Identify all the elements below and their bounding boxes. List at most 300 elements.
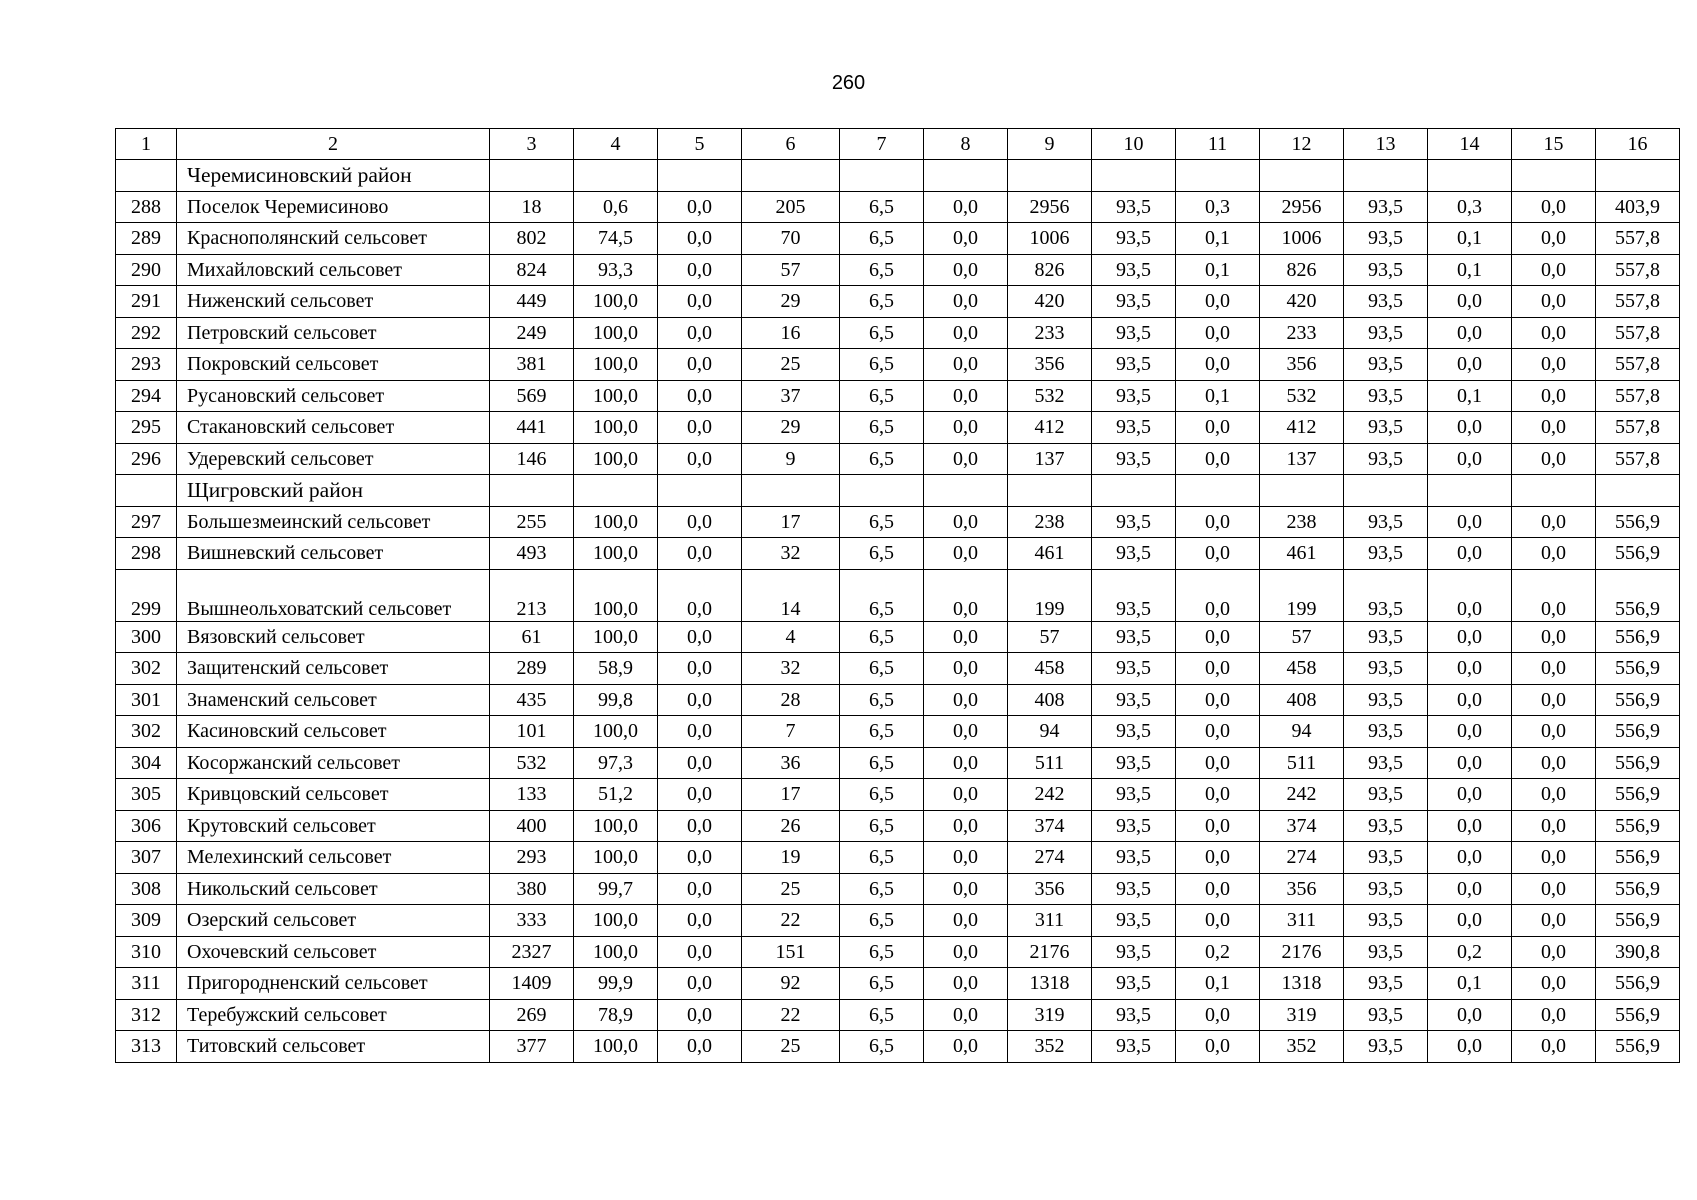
table-cell: 19 [742, 842, 840, 874]
table-cell: 0,0 [1176, 653, 1260, 685]
row-number: 301 [116, 684, 177, 716]
table-cell: 0,0 [1512, 1031, 1596, 1063]
header-cell: 13 [1344, 129, 1428, 160]
table-cell: 0,0 [1512, 349, 1596, 381]
table-cell: 0,0 [1428, 1031, 1512, 1063]
table-cell: 0,0 [658, 443, 742, 475]
table-cell: 25 [742, 1031, 840, 1063]
empty-cell [742, 160, 840, 192]
table-cell: 824 [490, 254, 574, 286]
row-number: 304 [116, 747, 177, 779]
table-cell: 0,0 [1176, 349, 1260, 381]
table-cell: 93,5 [1092, 191, 1176, 223]
empty-cell [658, 160, 742, 192]
table-cell: 249 [490, 317, 574, 349]
table-cell: 51,2 [574, 779, 658, 811]
table-cell: 0,0 [924, 684, 1008, 716]
empty-cell [1008, 160, 1092, 192]
table-cell: 6,5 [840, 380, 924, 412]
table-cell: 0,0 [658, 286, 742, 318]
table-cell: 557,8 [1596, 286, 1680, 318]
table-cell: 93,5 [1092, 412, 1176, 444]
table-cell: 61 [490, 621, 574, 653]
table-cell: 0,0 [1512, 223, 1596, 255]
row-number: 308 [116, 873, 177, 905]
table-cell: 0,0 [1512, 506, 1596, 538]
table-cell: 1006 [1260, 223, 1344, 255]
table-cell: 0,0 [1428, 317, 1512, 349]
table-row [116, 317, 1680, 349]
table-cell: 100,0 [574, 443, 658, 475]
table-cell: 0,0 [1512, 254, 1596, 286]
table-cell: 0,0 [1512, 684, 1596, 716]
table-cell: 36 [742, 747, 840, 779]
table-cell: 380 [490, 873, 574, 905]
table-cell: 319 [1260, 999, 1344, 1031]
table-row [116, 716, 1680, 748]
table-cell: 93,5 [1092, 716, 1176, 748]
settlement-name: Краснополянский сельсовет [177, 223, 490, 255]
table-cell: 556,9 [1596, 538, 1680, 570]
header-cell: 1 [116, 129, 177, 160]
table-cell: 311 [1260, 905, 1344, 937]
table-cell: 0,0 [658, 842, 742, 874]
table-cell: 137 [1260, 443, 1344, 475]
table-cell: 0,0 [1512, 538, 1596, 570]
table-cell: 6,5 [840, 936, 924, 968]
table-cell: 93,5 [1344, 254, 1428, 286]
table-cell: 57 [1008, 621, 1092, 653]
header-cell: 11 [1176, 129, 1260, 160]
table-cell: 6,5 [840, 653, 924, 685]
table-cell: 0,1 [1428, 380, 1512, 412]
header-cell: 16 [1596, 129, 1680, 160]
row-number: 305 [116, 779, 177, 811]
table-cell: 0,0 [1176, 506, 1260, 538]
table-cell: 461 [1260, 538, 1344, 570]
table-cell: 0,0 [1176, 443, 1260, 475]
table-cell: 557,8 [1596, 317, 1680, 349]
table-cell: 2176 [1260, 936, 1344, 968]
table-cell: 0,0 [1176, 999, 1260, 1031]
table-cell: 420 [1008, 286, 1092, 318]
table-cell: 0,0 [924, 999, 1008, 1031]
table-row [116, 349, 1680, 381]
table-cell: 0,0 [924, 223, 1008, 255]
district-name: Щигровский район [177, 475, 490, 507]
settlement-name: Охочевский сельсовет [177, 936, 490, 968]
table-cell: 449 [490, 286, 574, 318]
table-cell: 93,5 [1092, 538, 1176, 570]
table-row [116, 569, 1680, 621]
table-row [116, 254, 1680, 286]
table-cell: 6,5 [840, 684, 924, 716]
table-cell: 0,0 [658, 621, 742, 653]
empty-cell [1428, 475, 1512, 507]
table-cell: 408 [1260, 684, 1344, 716]
table-cell: 18 [490, 191, 574, 223]
table-cell: 26 [742, 810, 840, 842]
table-cell: 0,0 [1176, 1031, 1260, 1063]
table-cell: 205 [742, 191, 840, 223]
table-cell: 0,0 [1428, 999, 1512, 1031]
table-cell: 93,5 [1092, 254, 1176, 286]
table-cell: 233 [1260, 317, 1344, 349]
table-cell: 99,8 [574, 684, 658, 716]
header-cell: 9 [1008, 129, 1092, 160]
table-row [116, 747, 1680, 779]
table-cell: 532 [1008, 380, 1092, 412]
table-cell: 289 [490, 653, 574, 685]
table-cell: 0,0 [1512, 412, 1596, 444]
settlement-name: Удеревский сельсовет [177, 443, 490, 475]
page-number: 260 [831, 72, 866, 94]
table-cell: 93,5 [1092, 842, 1176, 874]
table-cell: 0,0 [924, 569, 1008, 621]
table-row [116, 538, 1680, 570]
settlement-name: Большезмеинский сельсовет [177, 506, 490, 538]
table-cell: 0,0 [1176, 716, 1260, 748]
table-cell: 6,5 [840, 905, 924, 937]
table-cell: 0,0 [1176, 412, 1260, 444]
header-cell: 12 [1260, 129, 1344, 160]
table-cell: 6,5 [840, 873, 924, 905]
table-cell: 93,5 [1344, 873, 1428, 905]
table-cell: 93,5 [1092, 380, 1176, 412]
row-number: 289 [116, 223, 177, 255]
table-cell: 146 [490, 443, 574, 475]
table-cell: 319 [1008, 999, 1092, 1031]
table-cell: 532 [1260, 380, 1344, 412]
table-cell: 93,5 [1344, 810, 1428, 842]
table-cell: 93,5 [1344, 569, 1428, 621]
table-cell: 0,0 [924, 191, 1008, 223]
table-cell: 93,5 [1092, 873, 1176, 905]
table-cell: 93,5 [1344, 538, 1428, 570]
table-cell: 408 [1008, 684, 1092, 716]
header-cell: 7 [840, 129, 924, 160]
header-row [116, 129, 1680, 160]
empty-cell [1008, 475, 1092, 507]
table-cell: 199 [1260, 569, 1344, 621]
table-cell: 0,0 [658, 747, 742, 779]
empty-cell [1512, 160, 1596, 192]
table-cell: 511 [1008, 747, 1092, 779]
table-cell: 6,5 [840, 412, 924, 444]
table-cell: 2956 [1260, 191, 1344, 223]
table-cell: 0,1 [1176, 254, 1260, 286]
row-number: 312 [116, 999, 177, 1031]
table-body [116, 129, 1680, 1063]
settlement-name: Мелехинский сельсовет [177, 842, 490, 874]
table-cell: 390,8 [1596, 936, 1680, 968]
table-cell: 0,0 [1176, 779, 1260, 811]
table-cell: 22 [742, 905, 840, 937]
settlement-name: Вязовский сельсовет [177, 621, 490, 653]
table-cell: 377 [490, 1031, 574, 1063]
table-cell: 0,1 [1176, 380, 1260, 412]
empty-cell [924, 475, 1008, 507]
table-cell: 557,8 [1596, 349, 1680, 381]
table-cell: 0,0 [1176, 286, 1260, 318]
row-number: 302 [116, 653, 177, 685]
settlement-name: Теребужский сельсовет [177, 999, 490, 1031]
settlement-name: Пригородненский сельсовет [177, 968, 490, 1000]
table-cell: 0,0 [1428, 653, 1512, 685]
table-row [116, 842, 1680, 874]
table-cell: 412 [1260, 412, 1344, 444]
table-cell: 93,5 [1344, 716, 1428, 748]
table-cell: 352 [1008, 1031, 1092, 1063]
table-cell: 9 [742, 443, 840, 475]
table-cell: 57 [1260, 621, 1344, 653]
table-cell: 93,5 [1092, 968, 1176, 1000]
table-cell: 6,5 [840, 506, 924, 538]
table-cell: 0,0 [1512, 569, 1596, 621]
table-cell: 93,5 [1344, 653, 1428, 685]
table-cell: 0,0 [658, 653, 742, 685]
table-cell: 100,0 [574, 905, 658, 937]
table-cell: 0,0 [924, 443, 1008, 475]
settlement-name: Поселок Черемисиново [177, 191, 490, 223]
table-cell: 0,0 [1428, 538, 1512, 570]
table-cell: 70 [742, 223, 840, 255]
table-cell: 458 [1260, 653, 1344, 685]
table-cell: 557,8 [1596, 223, 1680, 255]
table-row [116, 412, 1680, 444]
table-cell: 6,5 [840, 1031, 924, 1063]
table-cell: 0,0 [658, 317, 742, 349]
table-cell: 100,0 [574, 716, 658, 748]
table-cell: 0,0 [658, 999, 742, 1031]
table-cell: 0,0 [924, 873, 1008, 905]
empty-cell [116, 475, 177, 507]
table-cell: 6,5 [840, 223, 924, 255]
table-cell: 0,1 [1428, 223, 1512, 255]
row-number: 295 [116, 412, 177, 444]
row-number: 300 [116, 621, 177, 653]
settlement-name: Петровский сельсовет [177, 317, 490, 349]
header-cell: 8 [924, 129, 1008, 160]
table-cell: 100,0 [574, 936, 658, 968]
table-cell: 0,6 [574, 191, 658, 223]
table-cell: 93,5 [1344, 443, 1428, 475]
table-cell: 22 [742, 999, 840, 1031]
table-row [116, 191, 1680, 223]
row-number: 292 [116, 317, 177, 349]
table-cell: 556,9 [1596, 905, 1680, 937]
table-cell: 100,0 [574, 810, 658, 842]
row-number: 293 [116, 349, 177, 381]
table-cell: 274 [1008, 842, 1092, 874]
table-cell: 6,5 [840, 810, 924, 842]
table-cell: 0,0 [924, 286, 1008, 318]
table-cell: 4 [742, 621, 840, 653]
table-cell: 6,5 [840, 621, 924, 653]
table-cell: 557,8 [1596, 254, 1680, 286]
table-cell: 101 [490, 716, 574, 748]
table-row [116, 936, 1680, 968]
table-cell: 2327 [490, 936, 574, 968]
table-cell: 93,3 [574, 254, 658, 286]
table-cell: 1318 [1260, 968, 1344, 1000]
table-cell: 0,0 [1512, 810, 1596, 842]
table-cell: 0,0 [1512, 621, 1596, 653]
table-cell: 14 [742, 569, 840, 621]
district-row [116, 160, 1680, 192]
table-cell: 6,5 [840, 569, 924, 621]
empty-cell [1176, 160, 1260, 192]
header-cell: 3 [490, 129, 574, 160]
table-cell: 255 [490, 506, 574, 538]
table-cell: 532 [490, 747, 574, 779]
table-cell: 93,5 [1344, 506, 1428, 538]
table-cell: 311 [1008, 905, 1092, 937]
table-cell: 100,0 [574, 349, 658, 381]
settlement-name: Никольский сельсовет [177, 873, 490, 905]
table-cell: 1409 [490, 968, 574, 1000]
table-cell: 28 [742, 684, 840, 716]
table-cell: 93,5 [1092, 621, 1176, 653]
table-cell: 0,0 [1512, 191, 1596, 223]
table-cell: 92 [742, 968, 840, 1000]
table-row [116, 380, 1680, 412]
table-cell: 569 [490, 380, 574, 412]
settlement-name: Михайловский сельсовет [177, 254, 490, 286]
table-cell: 0,0 [1428, 779, 1512, 811]
empty-cell [1428, 160, 1512, 192]
table-cell: 458 [1008, 653, 1092, 685]
table-cell: 1318 [1008, 968, 1092, 1000]
table-cell: 0,0 [658, 936, 742, 968]
table-cell: 556,9 [1596, 747, 1680, 779]
table-cell: 400 [490, 810, 574, 842]
row-number: 298 [116, 538, 177, 570]
table-cell: 100,0 [574, 1031, 658, 1063]
table-cell: 0,0 [1176, 905, 1260, 937]
table-cell: 556,9 [1596, 621, 1680, 653]
table-cell: 441 [490, 412, 574, 444]
table-cell: 511 [1260, 747, 1344, 779]
row-number: 299 [116, 569, 177, 621]
table-cell: 556,9 [1596, 506, 1680, 538]
table-row [116, 684, 1680, 716]
table-cell: 0,0 [924, 412, 1008, 444]
table-cell: 93,5 [1092, 569, 1176, 621]
table-cell: 356 [1260, 349, 1344, 381]
table-cell: 556,9 [1596, 684, 1680, 716]
table-cell: 17 [742, 506, 840, 538]
table-cell: 25 [742, 349, 840, 381]
table-cell: 93,5 [1344, 380, 1428, 412]
table-cell: 133 [490, 779, 574, 811]
empty-cell [490, 160, 574, 192]
row-number: 294 [116, 380, 177, 412]
table-cell: 556,9 [1596, 716, 1680, 748]
table-cell: 6,5 [840, 443, 924, 475]
table-row [116, 779, 1680, 811]
table-cell: 0,0 [658, 380, 742, 412]
table-cell: 1006 [1008, 223, 1092, 255]
table-cell: 213 [490, 569, 574, 621]
table-row [116, 653, 1680, 685]
table-cell: 412 [1008, 412, 1092, 444]
table-cell: 0,0 [1428, 286, 1512, 318]
table-cell: 93,5 [1092, 936, 1176, 968]
settlement-name: Озерский сельсовет [177, 905, 490, 937]
table-cell: 100,0 [574, 569, 658, 621]
table-cell: 0,0 [924, 968, 1008, 1000]
table-cell: 0,2 [1176, 936, 1260, 968]
table-cell: 238 [1008, 506, 1092, 538]
table-cell: 100,0 [574, 380, 658, 412]
table-cell: 29 [742, 412, 840, 444]
table-cell: 2176 [1008, 936, 1092, 968]
table-cell: 32 [742, 653, 840, 685]
table-cell: 0,0 [1512, 779, 1596, 811]
table-cell: 0,0 [658, 873, 742, 905]
empty-cell [840, 475, 924, 507]
table-cell: 93,5 [1092, 506, 1176, 538]
empty-cell [1344, 475, 1428, 507]
table-cell: 0,0 [1512, 873, 1596, 905]
row-number: 307 [116, 842, 177, 874]
table-cell: 0,0 [924, 380, 1008, 412]
settlement-name: Знаменский сельсовет [177, 684, 490, 716]
empty-cell [1092, 475, 1176, 507]
table-cell: 0,0 [1512, 380, 1596, 412]
table-cell: 6,5 [840, 842, 924, 874]
table-cell: 0,0 [1428, 905, 1512, 937]
table-row [116, 999, 1680, 1031]
table-row [116, 223, 1680, 255]
table-row [116, 506, 1680, 538]
table-cell: 493 [490, 538, 574, 570]
table-cell: 0,0 [1512, 317, 1596, 349]
table-cell: 0,1 [1428, 254, 1512, 286]
table-cell: 0,0 [924, 842, 1008, 874]
table-cell: 0,0 [658, 349, 742, 381]
table-cell: 0,0 [924, 1031, 1008, 1063]
table-row [116, 968, 1680, 1000]
table-cell: 93,5 [1092, 286, 1176, 318]
table-cell: 57 [742, 254, 840, 286]
table-cell: 16 [742, 317, 840, 349]
district-row [116, 475, 1680, 507]
table-cell: 37 [742, 380, 840, 412]
table-cell: 100,0 [574, 506, 658, 538]
table-cell: 93,5 [1092, 747, 1176, 779]
table-cell: 6,5 [840, 349, 924, 381]
table-cell: 0,0 [658, 779, 742, 811]
table-cell: 32 [742, 538, 840, 570]
table-cell: 93,5 [1092, 779, 1176, 811]
table-cell: 0,0 [924, 254, 1008, 286]
settlement-name: Защитенский сельсовет [177, 653, 490, 685]
table-cell: 0,0 [1176, 873, 1260, 905]
table-cell: 0,0 [658, 684, 742, 716]
data-table [115, 128, 1680, 1063]
table-cell: 0,1 [1176, 223, 1260, 255]
table-cell: 293 [490, 842, 574, 874]
table-row [116, 1031, 1680, 1063]
table-cell: 0,1 [1428, 968, 1512, 1000]
table-cell: 7 [742, 716, 840, 748]
table-cell: 826 [1008, 254, 1092, 286]
row-number: 288 [116, 191, 177, 223]
table-cell: 100,0 [574, 538, 658, 570]
empty-cell [574, 475, 658, 507]
